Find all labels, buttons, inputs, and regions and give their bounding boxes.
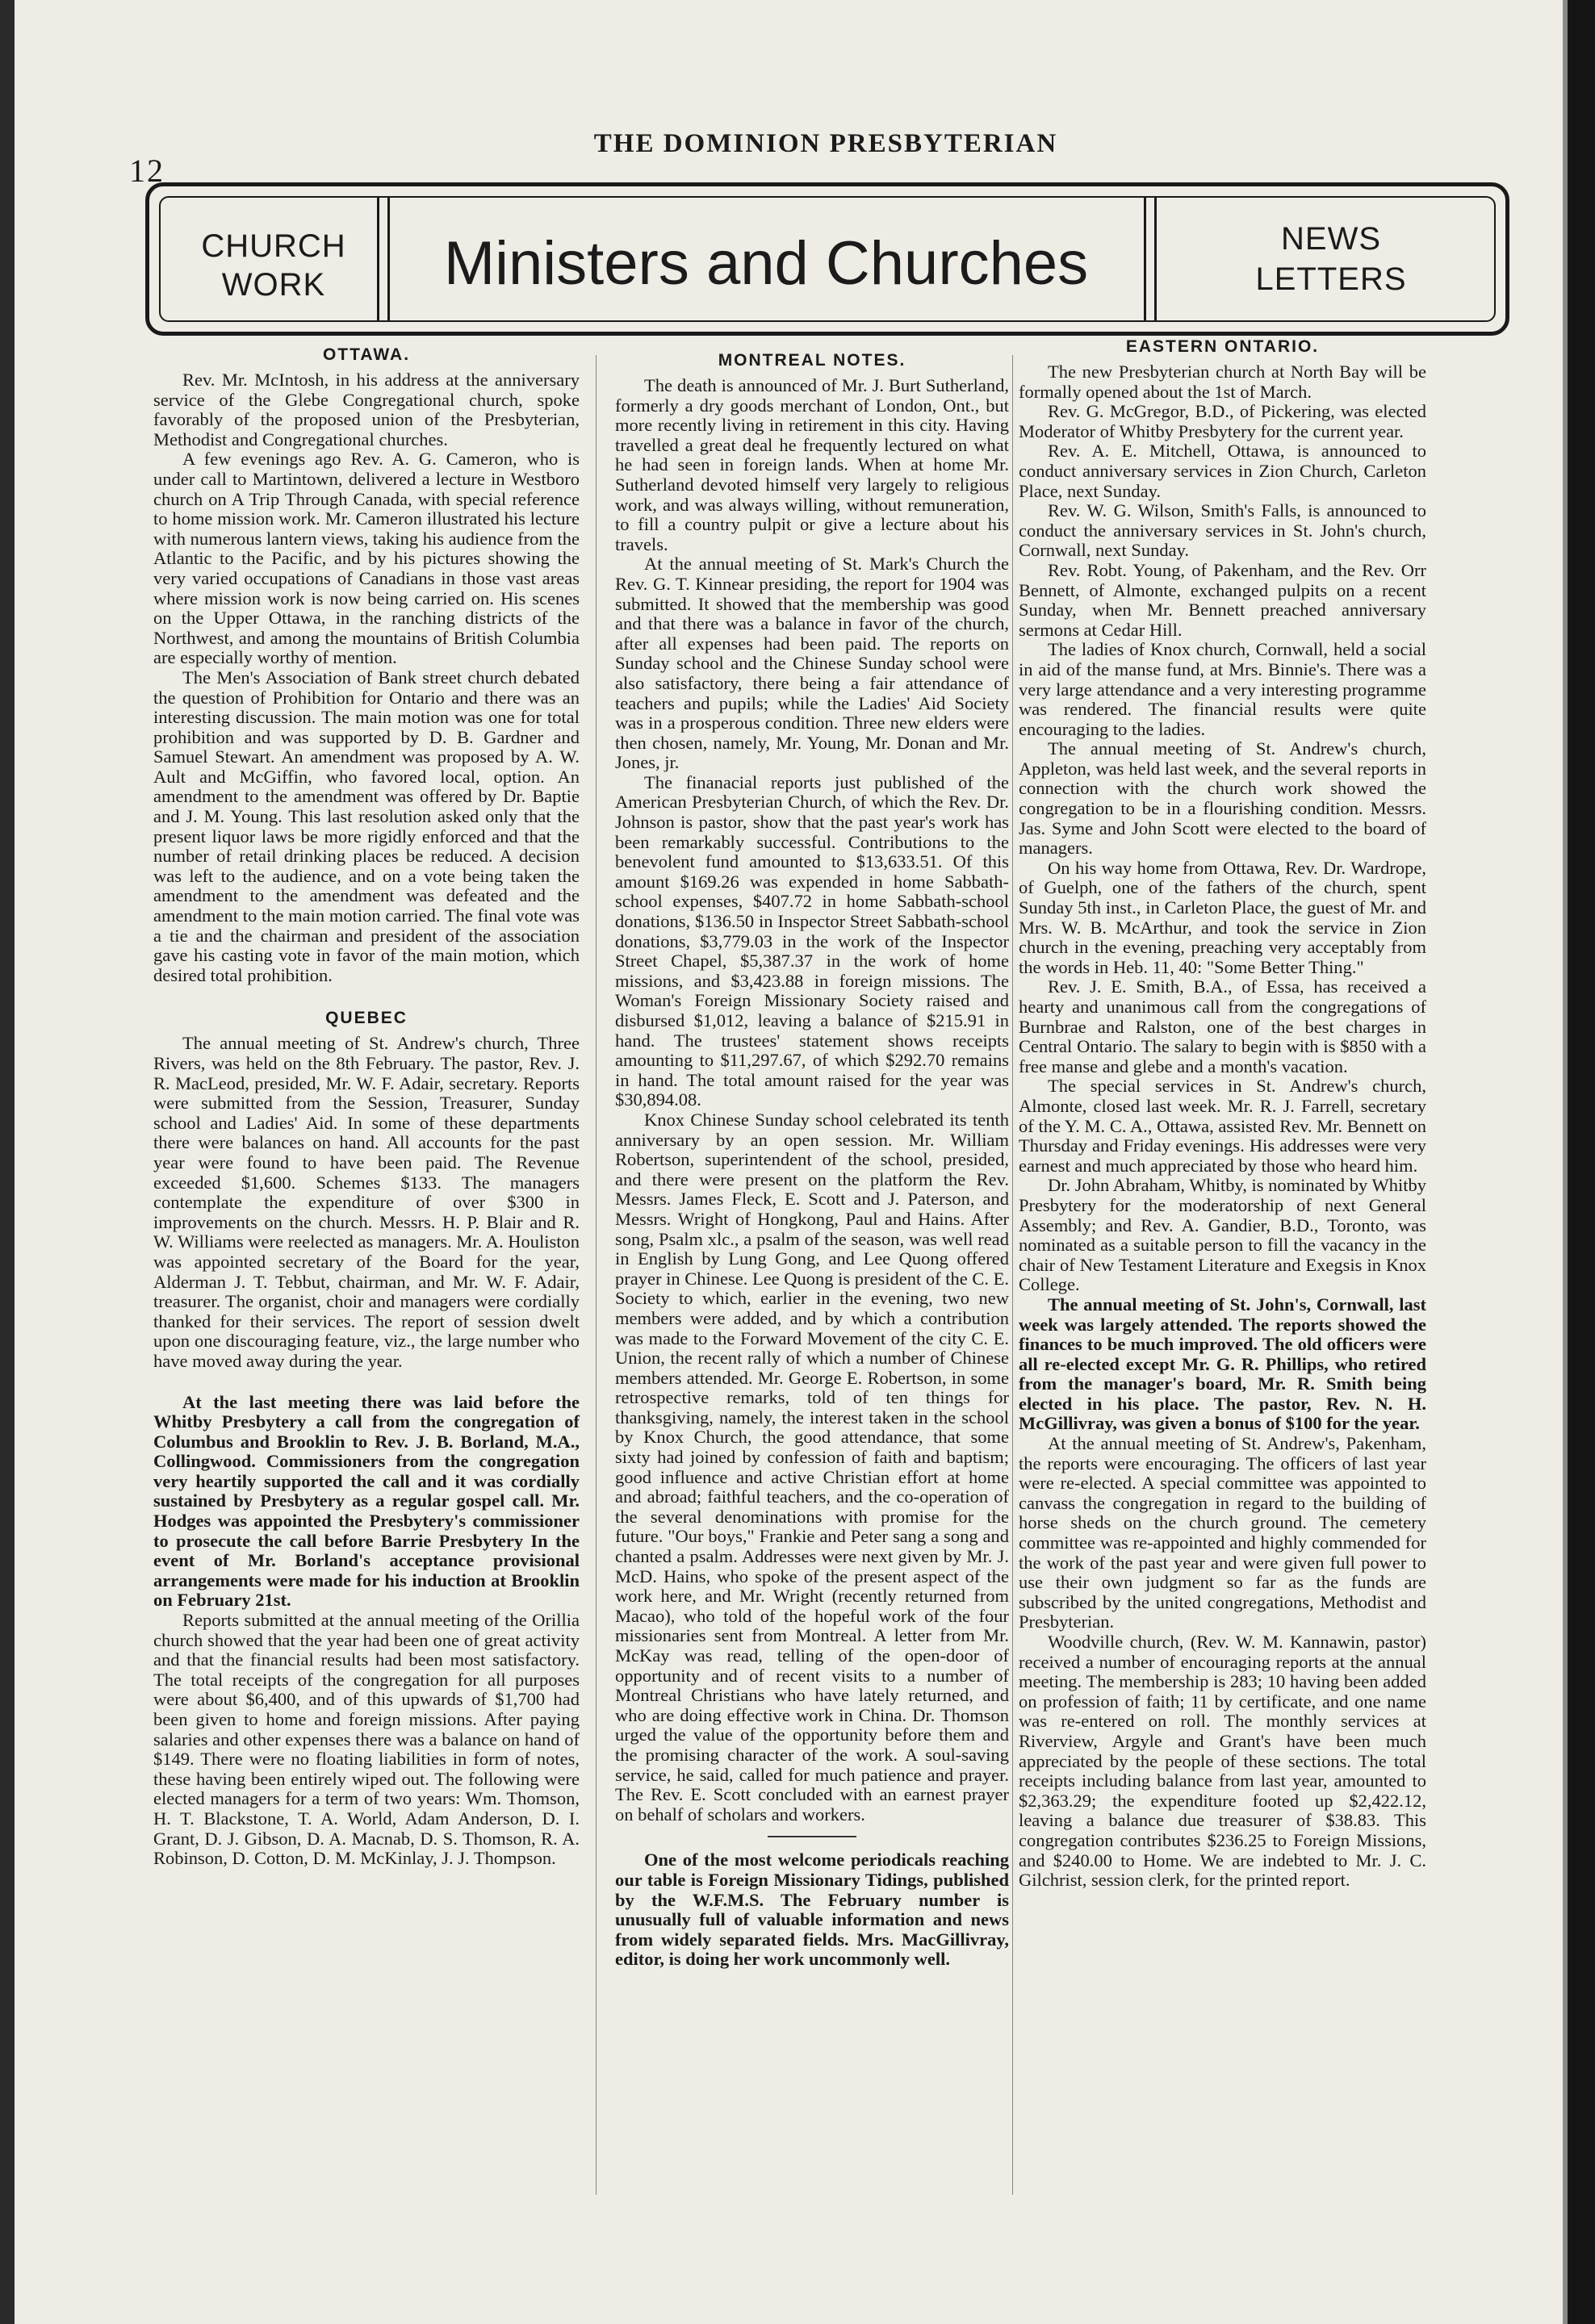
short-divider (768, 1836, 856, 1837)
column-rule-1 (596, 355, 597, 2195)
masthead-left-line1: CHURCH (201, 228, 346, 264)
section-spacer (153, 985, 580, 1006)
periodical-notice: One of the most welcome periodicals reaching our table is Foreign Missionary Tidings, published by the W.F.M.S. The February number is unusually full of valuable information and news from widely separated fields. Mrs. MacGillivray, editor, is doing her work uncommonly well. (615, 1850, 1009, 1970)
running-title: THE DOMINION PRESBYTERIAN (593, 129, 1058, 158)
article-paragraph: Reports submitted at the annual meeting of the Orillia church showed that the year had been one of great activity and that the financial results had been most satisfactory. The total receipts of the congregation for all purposes were about $6,400, and of this upwards of $1,700 had been given to home and foreign missions. After paying salaries and other expenses there was a balance on hand of $149. There were no floating liabilities in form of notes, these having been entirely wiped out. The following were elected managers for a term of two years: Wm. Thomson, H. T. Blackstone, T. A. World, Adam Anderson, D. I. Grant, D. J. Gibson, D. A. Macnab, D. S. Thomson, R. A. Robinson, D. Cotton, D. M. McKinlay, J. J. Thompson. (153, 1610, 580, 1869)
article-paragraph: Rev. J. E. Smith, B.A., of Essa, has received a hearty and unanimous call from the congregations of Burnbrae and Ralston, one of the best charges in Central Ontario. The salary to begin with is $850 with a free manse and glebe and a month's vacation. (1019, 976, 1426, 1076)
article-paragraph: The death is announced of Mr. J. Burt Sutherland, formerly a dry goods merchant of London, Ont., but more recently living in retirement in this city. Having travelled a great deal he frequently lectured on what he had seen in foreign lands. When at home Mr. Sutherland devoted himself very largely to religious work, and was always willing, without remuneration, to fill a country pulpit or give a lecture about his travels. (615, 375, 1009, 554)
masthead-divider-right (1144, 198, 1157, 320)
article-paragraph: Rev. G. McGregor, B.D., of Pickering, was elected Moderator of Whitby Presbytery for the current year. (1019, 401, 1426, 441)
section-heading-montreal: MONTREAL NOTES. (718, 351, 906, 370)
article-paragraph: Rev. W. G. Wilson, Smith's Falls, is announced to conduct the anniversary services in St. John's church, Cornwall, next Sunday. (1019, 500, 1426, 561)
article-paragraph: Rev. Robt. Young, of Pakenham, and the Rev. Orr Bennett, of Almonte, exchanged pulpits on a recent Sunday, when Mr. Bennett preached anniversary sermons at Cedar Hill. (1019, 559, 1426, 640)
scan-edge-right (1568, 0, 1595, 2324)
article-paragraph: A few evenings ago Rev. A. G. Cameron, who is under call to Martintown, delivered a lecture in Westboro church on A Trip Through Canada, with special reference to home mission work. Mr. Cameron illustrated his lecture with numerous lantern views, taking his audience from the Atlantic to the Pacific, and by his pictures showing the very varied occupations of Canadians in those vast areas where mission work is now being carried on. His scenes on the Upper Ottawa, in the ranching districts of the Northwest, and among the mountains of British Columbia are especially worthy of mention. (153, 449, 580, 668)
section-heading-ottawa: OTTAWA. (322, 345, 411, 364)
article-paragraph: Knox Chinese Sunday school celebrated its tenth anniversary by an open session. Mr. William Robertson, superintendent of the school, presided, and there were present on the platform the Rev. Messrs. James Fleck, E. Scott and J. Paterson, and Messrs. Wright of Hongkong, Paul and Hains. After song, Psalm xlc., a psalm of the season, was well read in English by Lung Gong, and Lee Quong offered prayer in Chinese. Lee Quong is president of the C. E. Society to which, earlier in the evening, two new members were added, and by which a contribution was made to the Forward Movement of the city C. E. Union, the recent rally of which a number of Chinese members attended. Mr. George E. Robertson, in some retrospective remarks, told of ten things for thanksgiving, namely, the interest taken in the school by Knox Church, the good attendance, that some sixty had joined by confession of faith and baptism; good influence and active Christian effort at home and abroad; faithful teachers, and the co-operation of the several denominations with promise for the future. "Our boys," Frankie and Peter sang a song and chanted a psalm. Addresses were next given by Mr. J. McD. Hains, who spoke of the present aspect of the work here, and Mr. Wright (recently returned from Macao), who told of the hopeful work of the four missionaries sent from Montreal. A letter from Mr. McKay was read, telling of the open-door of opportunity and of recent visits to a number of Montreal Christians who have lately returned, and who are doing effective work in China. Dr. Thomson urged the value of the opportunity before them and the promising character of the work. A soul-saving service, he said, called for much patience and prayer. The Rev. E. Scott concluded with an earnest prayer on behalf of scholars and workers. (615, 1109, 1010, 1825)
article-paragraph: At the annual meeting of St. Mark's Church the Rev. G. T. Kinnear presiding, the report for 1904 was submitted. It showed that the membership was good and that there was a balance in favor of the church, after all expenses had been paid. The reports on Sunday school and the Chinese Sunday school were also satisfactory, there being a fair attendance of teachers and pupils; while the Ladies' Aid Society was in a prosperous condition. Three new elders were then chosen, namely, Mr. Young, Mr. Donan and Mr. Jones, jr. (615, 554, 1009, 773)
column-left (153, 343, 580, 1869)
page-number: 12 (129, 153, 165, 189)
article-paragraph: At the last meeting there was laid before the Whitby Presbytery a call from the congregation of Columbus and Brooklin to Rev. J. B. Borland, M.A., Collingwood. Commissioners from the congregation very heartily supported the call and it was cordially sustained by Presbytery as a regular gospel call. Mr. Hodges was appointed the Presbytery's commissioner to prosecute the call before Barrie Presbytery In the event of Mr. Borland's acceptance provisional arrangements were made for his induction at Brooklin on February 21st. (153, 1391, 580, 1611)
article-paragraph: The finanacial reports just published of the American Presbyterian Church, of which the Rev. Dr. Johnson is pastor, show that the past year's work has been remarkably successful. Contributions to the benevolent fund amounted to $13,633.51. Of this amount $169.26 was expended in home Sabbath-school expenses, $407.72 in home Sabbath-school donations, $136.50 in Inspector Street Sabbath-school donations, $3,779.03 in the work of the Inspector Street Chapel, $5,387.37 in the work of home missions, and $3,423.88 in foreign missions. The Woman's Foreign Missionary Society raised and disbursed $1,012, leaving a balance of $215.91 in hand. The trustees' statement shows receipts amounting to $11,297.67, of which $292.70 remains in hand. The total amount raised for the year was $30,894.08. (615, 771, 1009, 1110)
masthead-left-line2: WORK (221, 267, 326, 303)
article-paragraph: On his way home from Ottawa, Rev. Dr. Wardrope, of Guelph, one of the fathers of the church, spent Sunday 5th inst., in Carleton Place, the guest of Mr. and Mrs. W. B. McArthur, and took the service in Zion church in the evening, preaching very acceptably from the words in Heb. 11, 40: "Some Better Thing." (1019, 857, 1426, 977)
article-paragraph: Dr. John Abraham, Whitby, is nominated by Whitby Presbytery for the moderatorship of next General Assembly; and Rev. A. Gandier, B.D., Toronto, was nominated as a suitable person to fill the vacancy in the chair of New Testament Literature and Exegsis in Knox College. (1019, 1175, 1426, 1295)
masthead-right-line2: LETTERS (1255, 261, 1407, 297)
article-paragraph: The special services in St. Andrew's church, Almonte, closed last week. Mr. R. J. Farrell, secretary of the Y. M. C. A., Ottawa, assisted Rev. Mr. Bennett on Thursday and Friday evenings. His addresses were very earnest and much appreciated by those who heard him. (1019, 1076, 1426, 1176)
section-heading-quebec: QUEBEC (325, 1009, 408, 1028)
column-middle (615, 349, 1009, 1970)
masthead-right-line1: NEWS (1281, 221, 1381, 257)
article-paragraph: Woodville church, (Rev. W. M. Kannawin, pastor) received a number of encouraging reports at the annual meeting. The membership is 283; 10 having been added on profession of faith; 11 by certificate, and one name was re-entered on roll. The monthly services at Riverview, Argyle and Grant's have been much appreciated by the people of these sections. The total receipts including balance from last year, amounted to $2,363.29; the expenditure footed up $2,422.12, leaving a balance due treasurer of $38.83. This congregation contributes $236.25 to Foreign Missions, and $240.00 to Home. We are indebted to Mr. J. C. Gilchrist, session clerk, for the printed report. (1019, 1632, 1426, 1891)
article-paragraph: The Men's Association of Bank street church debated the question of Prohibition for Ontario and there was an interesting discussion. The main motion was one for total prohibition and was supported by D. B. Gardner and Samuel Stewart. An amendment was proposed by A. W. Ault and McGiffin, who favored local, option. An amendment to the amendment was offered by Dr. Baptie and J. M. Young. This last resolution asked only that the present liquor laws be more rigidly enforced and that the number of retail drinking places be reduced. A decision was left to the audience, and on a vote being taken the amendment to the amendment was defeated and the amendment to the main motion carried. The final vote was a tie and the chairman and president of the association gave his casting vote in favor of the main motion, which desired total prohibition. (153, 667, 580, 985)
masthead-inner-border (159, 196, 1496, 322)
masthead-divider-left (377, 198, 390, 320)
article-paragraph: The new Presbyterian church at North Bay will be formally opened about the 1st of March. (1019, 362, 1426, 402)
section-spacer (153, 1372, 580, 1393)
article-paragraph: Rev. Mr. McIntosh, in his address at the anniversary service of the Glebe Congregational church, spoke favorably of the proposed union of the Presbyterian, Methodist and Congregational churches. (153, 370, 580, 449)
article-paragraph: The annual meeting of St. Andrew's church, Three Rivers, was held on the 8th February. The pastor, Rev. J. R. MacLeod, presided, Mr. W. F. Adair, secretary. Reports were submitted from the Session, Treasurer, Sunday school and Ladies' Aid. In some of these departments there were balances on hand. All accounts for the past year were found to have been paid. The Revenue exceeded $1,600. Schemes $133. The managers contemplate the expenditure of over $300 in improvements on the church. Messrs. H. P. Blair and R. W. Williams were reelected as managers. Mr. A. Houliston was appointed secretary of the Board for the year, Alderman J. T. Tebbut, chairman, and Mr. W. F. Adair, treasurer. The organist, choir and managers were cordially thanked for their services. The report of session dwelt upon one discouraging feature, viz., the large number who have moved away during the year. (153, 1033, 580, 1371)
masthead-right-label (1162, 219, 1501, 299)
article-paragraph: Rev. A. E. Mitchell, Ottawa, is announced to conduct anniversary services in Zion Church, Carleton Place, next Sunday. (1019, 441, 1426, 501)
scan-edge-left (0, 0, 15, 2324)
column-rule-2 (1012, 355, 1013, 2195)
article-paragraph: At the annual meeting of St. Andrew's, Pakenham, the reports were encouraging. The officers of last year were re-elected. A special committee was appointed to canvass the congregation in regard to the building of horse sheds on the church ground. The cemetery committee was re-appointed and highly commended for the work of the past year and were given full power to use their own judgment so far as the funds are subscribed by the united congregations, Methodist and Presbyterian. (1019, 1433, 1426, 1632)
article-paragraph: The annual meeting of St. Andrew's church, Appleton, was held last week, and the several reports in connection with the church work showed the congregation to be in a flourishing condition. Messrs. Jas. Syme and John Scott were elected to the board of managers. (1019, 738, 1426, 859)
article-paragraph: The annual meeting of St. John's, Cornwall, last week was largely attended. The reports showed the finances to be much improved. The old officers were all re-elected except Mr. G. R. Phillips, who retired from the manager's board, Mr. R. Smith being elected in his place. The pastor, Rev. N. H. McGillivray, was given a bonus of $100 for the year. (1019, 1294, 1426, 1434)
column-right (1019, 335, 1426, 1891)
section-heading-eastern-ontario: EASTERN ONTARIO. (1125, 337, 1320, 356)
section-masthead (145, 182, 1509, 336)
masthead-title: Ministers and Churches (443, 229, 1089, 298)
article-paragraph: The ladies of Knox church, Cornwall, held a social in aid of the manse fund, at Mrs. Binnie's. There was a very large attendance and a very interesting programme was rendered. The financial results were quite encouraging to the ladies. (1019, 639, 1426, 739)
masthead-left-label (177, 227, 370, 304)
